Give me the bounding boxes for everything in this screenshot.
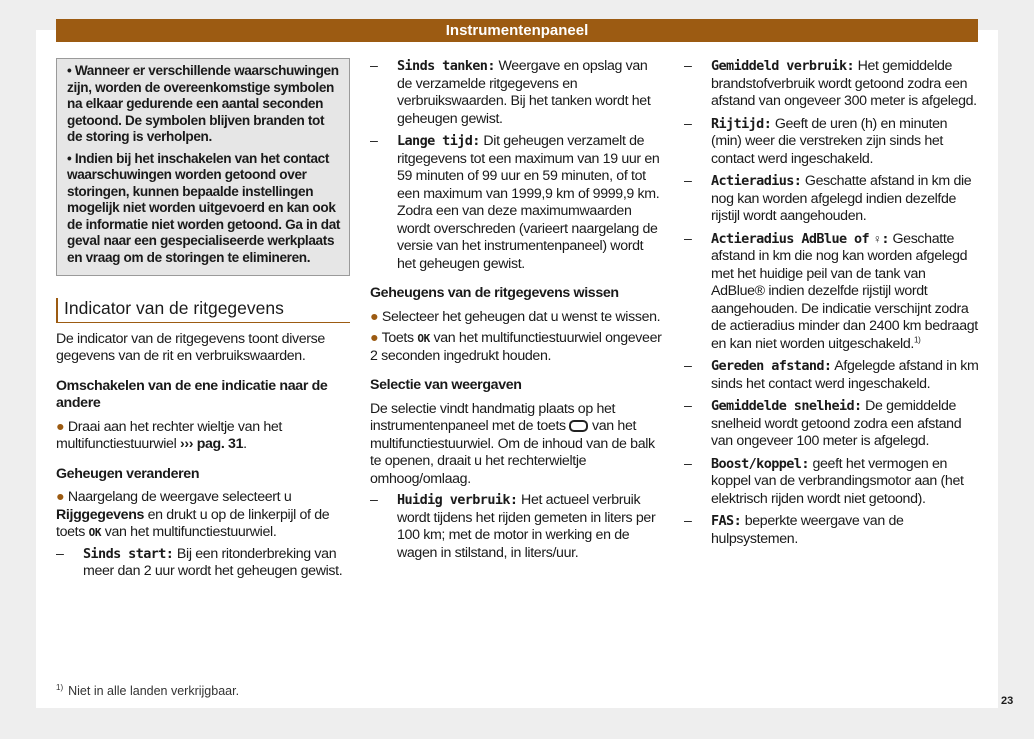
term-text: Weergave en opslag van de verzamelde ritgegevens en verbruikswaarden. Bij het tanken wordt het geheugen gewist.: [397, 58, 651, 127]
bullet-icon: ●: [56, 418, 65, 435]
term: Gemiddeld verbruik:: [711, 58, 855, 74]
term-text: Geschatte afstand in km die nog kan worden afgelegd indien dezelfde rijstijl wordt aangehouden.: [711, 173, 972, 224]
section-title: Indicator van de ritgegevens: [56, 298, 350, 323]
intro-text: De indicator van de ritgegevens toont diverse gegevens van de rit en verbruikswaarden.: [56, 330, 325, 364]
bullet-icon: ●: [370, 308, 379, 325]
bullet-icon: ●: [56, 489, 65, 505]
term: Gereden afstand:: [711, 358, 832, 374]
term-text: Geschatte afstand in km die nog kan worden afgelegd met het huidige peil van de tank van AdBlue® indien dezelfde rijstijl wordt aangehouden. De indicatie verschijnt zodra de actieradius minder dan 2400 km bedraagt en kan niet worden uitgeschakeld.: [711, 230, 978, 352]
term-text: Het gemiddelde brandstofverbruik wordt getoond zodra een afstand van ongeveer 300 meter is afgelegd.: [711, 58, 977, 109]
dash-item: – Lange tijd: Dit geheugen verzamelt de ritgegevens tot een maximum van 19 uur en 59 minuten of 99 uur en 59 minuten, of tot een maximum van 1999,9 km of 9999,9 km. Zodra een van deze maximumwaarden wordt overschreden (varieert naargelang de versie van het instrumentenpaneel) wordt het geheugen gewist.: [370, 133, 660, 272]
text: Naargelang de weergave selecteert u: [67, 489, 292, 505]
term-text: Geeft de uren (h) en minuten (min) weer die verstreken zijn sinds het contact werd ingeschakeld.: [711, 115, 948, 167]
term: Rijtijd:: [711, 115, 772, 132]
bullet-item: [370, 330, 662, 365]
text: van het multifunctiestuurwiel.: [101, 524, 277, 540]
note-paragraph: • Wanneer er verschillende waarschuwingen zijn, worden de overeenkomstige symbolen na elkaar gedurende een aantal seconden getoond. De symbolen blijven branden tot de storing is verholpen.: [67, 63, 339, 144]
note-paragraph: • Indien bij het inschakelen van het contact waarschuwingen worden getoond over storingen, kunnen bepaalde instellingen mogelijk niet worden uitgevoerd en kan ook de informatie niet worden getoond. Ga in dat geval naar een gespecialiseerde werkplaats en vraag om de storingen te elimineren.: [67, 150, 341, 265]
dash-item: – Huidig verbruik: Het actueel verbruik wordt tijdens het rijden gemeten in liters per 100 km; met de motor in werking en de wagen in stilstand, in liters/uur.: [370, 492, 656, 561]
dash-item: – Actieradius: Geschatte afstand in km die nog kan worden afgelegd indien dezelfde rijstijl wordt aangehouden.: [684, 173, 972, 224]
term-text: De gemiddelde snelheid wordt getoond zodra een afstand van ongeveer 100 meter is afgelegd.: [711, 398, 962, 449]
subheading-select: Selectie van weergaven: [370, 377, 522, 393]
dash-item: – Rijtijd: Geeft de uren (h) en minuten (min) weer die verstreken zijn sinds het contact werd ingeschakeld.: [684, 115, 948, 167]
term-text: Het actueel verbruik wordt tijdens het rijden gemeten in liters per 100 km; met de motor in werking en de wagen in stilstand, in liters/uur.: [397, 492, 656, 561]
footnote-text: Niet in alle landen verkrijgbaar.: [68, 684, 240, 698]
bullet-item: [56, 489, 350, 542]
footnote-mark: 1): [56, 682, 64, 692]
dash-item: – Gemiddeld verbruik: Het gemiddelde brandstofverbruik wordt getoond zodra een afstand van ongeveer 300 meter is afgelegd.: [684, 58, 977, 109]
term: Actieradius:: [711, 173, 802, 189]
subheading-memory: Geheugen veranderen: [56, 465, 200, 482]
column-1: [56, 58, 350, 586]
dash-item: – Actieradius AdBlue of ♀: Geschatte afstand in km die nog kan worden afgelegd met het huidige peil van de tank van AdBlue® indien dezelfde rijstijl wordt aangehouden. De indicatie verschijnt zodra de actieradius minder dan 2400 km bedraagt en kan niet worden uitgeschakeld.$^{1)}$: [684, 230, 978, 352]
text: Selecteer het geheugen dat u wenst te wissen.: [381, 308, 661, 325]
text: Toets: [381, 330, 418, 346]
text: van het multifunctiestuurwiel ongeveer 2 seconden ingedrukt houden.: [370, 330, 662, 364]
bold-term: Rijggegevens: [56, 506, 145, 523]
dash-item: – Sinds start: Bij een ritonderbreking van meer dan 2 uur wordt het geheugen gewist.: [56, 545, 343, 579]
bullet-text: Draai aan het rechter wieltje van het multifunctiestuurwiel: [56, 418, 283, 452]
punct: .: [243, 436, 247, 452]
term: Sinds tanken:: [397, 58, 495, 74]
bullet-item: [370, 309, 662, 327]
ok-button-icon: OK: [88, 526, 102, 539]
footnote: [56, 684, 239, 698]
bullet-icon: ●: [370, 330, 379, 346]
term: Lange tijd:: [397, 133, 480, 149]
column-2: [370, 58, 662, 567]
subheading-clear: Geheugens van de ritgegevens wissen: [370, 285, 619, 301]
text: De selectie vindt handmatig plaats op het instrumentenpaneel met de toets: [370, 400, 616, 434]
term: FAS:: [711, 513, 742, 529]
dash-item: – Gereden afstand: Afgelegde afstand in km sinds het contact werd ingeschakeld.: [684, 358, 979, 392]
term-text: geeft het vermogen en koppel van de verbrandingsmotor aan (het elektrisch rijden wordt niet getoond).: [711, 455, 964, 507]
dash-item: – Gemiddelde snelheid: De gemiddelde snelheid wordt getoond zodra een afstand van ongeveer 100 meter is afgelegd.: [684, 398, 962, 449]
chapter-header: Instrumentenpaneel: [56, 19, 978, 42]
ok-button-icon: OK: [417, 332, 430, 345]
bullet-item: [56, 419, 350, 454]
term-text: Dit geheugen verzamelt de ritgegevens tot een maximum van 19 uur en 59 minuten of 99 uur en 59 minuten, of tot een maximum van 1999,9 km of 9999,9 km. Zodra een van deze maximumwaarden wordt overschreden (varieert naargelang de versie van het instrumentenpaneel) wordt het geheugen gewist.: [397, 133, 660, 272]
select-text: [370, 401, 662, 489]
term: Actieradius AdBlue of: [711, 230, 870, 247]
dash-item: – FAS: beperkte weergave van de hulpsystemen.: [684, 513, 904, 547]
page-link[interactable]: ››› pag. 31: [179, 436, 244, 452]
text: en drukt u op de linkerpijl of de toets: [56, 506, 330, 540]
footnote-ref: 1): [913, 334, 921, 344]
subheading-switch: Omschakelen van de ene indicatie naar de andere: [56, 377, 328, 411]
page-number: 23: [1001, 695, 1014, 707]
term: Huidig verbruik:: [397, 492, 518, 508]
column-3: [684, 58, 980, 553]
warning-note: [56, 58, 350, 276]
term: Boost/koppel:: [711, 455, 809, 472]
text: van het multifunctiestuurwiel. Om de inhoud van de balk te openen, draait u het rechterwieltje omhoog/omlaag.: [370, 418, 655, 487]
term-text: Bij een ritonderbreking van meer dan 2 uur wordt het geheugen gewist.: [83, 545, 343, 579]
adblue-icon: ♀: [872, 231, 882, 246]
dash-item: – Boost/koppel: geeft het vermogen en koppel van de verbrandingsmotor aan (het elektrisch rijden wordt niet getoond).: [684, 455, 964, 507]
dash-item: – Sinds tanken: Weergave en opslag van de verzamelde ritgegevens en verbruikswaarden. Bij het tanken wordt het geheugen gewist.: [370, 58, 651, 127]
term: Sinds start:: [83, 545, 174, 562]
term: Gemiddelde snelheid:: [711, 398, 862, 414]
term-text: Afgelegde afstand in km sinds het contact werd ingeschakeld.: [711, 358, 979, 392]
view-button-icon: [569, 420, 588, 432]
term-text: beperkte weergave van de hulpsystemen.: [711, 513, 904, 547]
